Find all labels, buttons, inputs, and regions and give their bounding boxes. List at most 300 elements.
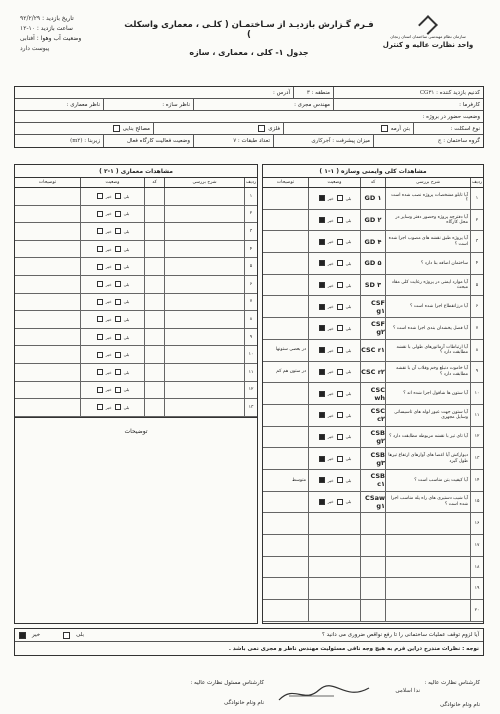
row-code <box>360 535 385 556</box>
general-row-no-checkbox[interactable] <box>319 499 325 505</box>
workshop-activity-label: وضعیت فعالیت کارگاه فعال <box>126 138 190 144</box>
general-row-yes-label: بلی <box>345 239 352 245</box>
general-row-no-label: خیر <box>327 217 334 223</box>
arch-row-yes-checkbox[interactable] <box>115 193 121 199</box>
arch-row-yes-label: بلی <box>123 387 130 393</box>
arch-row-no-checkbox[interactable] <box>97 246 103 252</box>
architecture-section-title: مشاهدات معماری ( ۱-۲ ) <box>15 165 257 178</box>
zone-label: منطقه : <box>311 89 330 96</box>
header-notes: توضیحات <box>276 180 295 185</box>
general-row-no-checkbox[interactable] <box>319 304 325 310</box>
arch-row-description[interactable] <box>164 223 244 240</box>
arch-row-description[interactable] <box>164 399 244 416</box>
row-description: آیا دفترچه پروژه وحضور دفتر وسایر در محل کارگاه <box>385 210 470 231</box>
arch-row-yes-checkbox[interactable] <box>115 316 121 322</box>
row-note[interactable] <box>263 318 308 339</box>
general-row-yes-checkbox[interactable] <box>337 282 343 288</box>
row-status-cell <box>308 535 360 556</box>
general-row-no-label: خیر <box>327 347 334 353</box>
architecture-row <box>15 294 257 312</box>
row-description: آیا کیفیت بتن مناسب است ؟ <box>385 470 470 491</box>
arch-header-notes: توضیحات <box>38 180 57 185</box>
general-row-no-checkbox[interactable] <box>319 282 325 288</box>
arch-row-status-cell <box>80 364 144 381</box>
arch-row-note[interactable] <box>15 223 80 240</box>
row-note[interactable] <box>263 210 308 231</box>
general-row-yes-checkbox[interactable] <box>337 456 343 462</box>
arch-row-no-checkbox[interactable] <box>97 334 103 340</box>
arch-row-number: ۱۲ <box>244 382 257 399</box>
unit-name: واحد نظارت عالیه و کنترل <box>382 41 474 49</box>
stop-yes-checkbox[interactable] <box>63 632 70 639</box>
header-status: وضعیت <box>308 178 360 187</box>
visit-date-value[interactable]: ۹۲/۲/۲۹ <box>20 15 41 22</box>
row-number: ۱۶ <box>470 513 483 534</box>
row-number: ۸ <box>470 340 483 361</box>
zone-value[interactable]: ۳ <box>306 89 310 96</box>
row-number: ۲ <box>470 210 483 231</box>
general-row <box>263 296 483 318</box>
arch-row-number: ۴ <box>244 241 257 258</box>
arch-row-number: ۲ <box>244 206 257 223</box>
arch-row-note[interactable] <box>15 346 80 363</box>
general-row-yes-label: بلی <box>345 477 352 483</box>
row-code: CSB c۱ <box>360 470 385 491</box>
row-note[interactable] <box>263 275 308 296</box>
arch-row-yes-label: بلی <box>123 334 130 340</box>
arch-row-yes-checkbox[interactable] <box>115 299 121 305</box>
general-row-status <box>318 499 352 505</box>
row-status-cell <box>308 275 360 296</box>
row-note[interactable] <box>263 535 308 556</box>
arch-row-status <box>96 334 130 340</box>
general-row <box>263 231 483 253</box>
general-row-status <box>318 239 352 245</box>
row-description: آیا پروژه طبق نقشه های مصوب اجرا شده است ؟ <box>385 231 470 252</box>
row-description: آیا فصل پخشدان بندی اجرا شده است ؟ <box>385 318 470 339</box>
general-row-yes-label: بلی <box>345 391 352 397</box>
arch-row-description[interactable] <box>164 294 244 311</box>
row-status-cell <box>308 448 360 469</box>
progress-value[interactable]: آجرکاری <box>311 138 331 144</box>
arch-row-yes-checkbox[interactable] <box>115 369 121 375</box>
general-row-status <box>318 325 352 331</box>
general-row-yes-checkbox[interactable] <box>337 239 343 245</box>
general-row <box>263 318 483 340</box>
general-row-status <box>318 412 352 418</box>
arch-row-no-label: خیر <box>105 352 112 358</box>
row-note[interactable] <box>263 405 308 426</box>
general-row-yes-checkbox[interactable] <box>337 347 343 353</box>
row-status-cell <box>308 188 360 209</box>
arch-row-status <box>96 404 130 410</box>
general-row-status <box>318 304 352 310</box>
row-description: آیا موارد ایمنی در پروژه رعایت کلی مقاد مبحث <box>385 275 470 296</box>
arch-row-yes-label: بلی <box>123 193 130 199</box>
arch-row-description[interactable] <box>164 382 244 399</box>
row-number: ۱۷ <box>470 535 483 556</box>
handwritten-signature <box>274 682 374 706</box>
arch-row-description[interactable] <box>164 346 244 363</box>
general-row-yes-label: بلی <box>345 260 352 266</box>
row-description: دیوارکش آیا اعضا های آوارهای ارتفاع تیرها طول گیرد <box>385 448 470 469</box>
general-row-no-label: خیر <box>327 477 334 483</box>
general-row-yes-checkbox[interactable] <box>337 260 343 266</box>
architecture-row <box>15 276 257 294</box>
row-number: ۷ <box>470 318 483 339</box>
general-row-no-checkbox[interactable] <box>319 369 325 375</box>
arch-row-code <box>144 206 164 223</box>
row-note[interactable]: متوسط <box>291 477 306 483</box>
arch-row-status-cell <box>80 346 144 363</box>
general-row-no-checkbox[interactable] <box>319 195 325 201</box>
row-description <box>385 557 470 578</box>
workshop-status-label: وضعیت حضور در بروژه : <box>422 113 480 120</box>
arch-row-status-cell <box>80 241 144 258</box>
row-status-cell <box>308 600 360 621</box>
arch-row-no-label: خیر <box>105 193 112 199</box>
arch-row-no-checkbox[interactable] <box>97 299 103 305</box>
arch-row-code <box>144 258 164 275</box>
arch-row-status-cell <box>80 276 144 293</box>
general-row-yes-label: بلی <box>345 304 352 310</box>
form-header <box>14 6 484 84</box>
observation-tables <box>14 164 484 624</box>
area-value[interactable]: (m۲) <box>70 138 83 144</box>
arch-row-yes-checkbox[interactable] <box>115 404 121 410</box>
general-row-status <box>318 434 352 440</box>
arch-row-code <box>144 311 164 328</box>
arch-row-no-label: خیر <box>105 316 112 322</box>
arch-row-yes-label: بلی <box>123 299 130 305</box>
row-note[interactable] <box>263 231 308 252</box>
arch-row-code <box>144 188 164 205</box>
general-row-no-label: خیر <box>327 260 334 266</box>
arch-row-note[interactable] <box>15 276 80 293</box>
general-row <box>263 340 483 362</box>
signer-left-name-sign: نام ونام خانوادگی <box>223 700 264 706</box>
arch-row-description[interactable] <box>164 258 244 275</box>
architecture-row <box>15 206 257 224</box>
arch-row-note[interactable] <box>15 294 80 311</box>
header-row-num: ردیف <box>471 180 483 185</box>
general-row-no-label: خیر <box>327 304 334 310</box>
floors-value[interactable]: ۷ <box>233 138 237 144</box>
row-status-cell <box>308 210 360 231</box>
general-row-yes-checkbox[interactable] <box>337 434 343 440</box>
arch-row-code <box>144 364 164 381</box>
arch-row-status-cell <box>80 258 144 275</box>
row-note[interactable] <box>263 492 308 513</box>
row-number: ۱۵ <box>470 492 483 513</box>
general-column-headers <box>263 178 483 188</box>
general-row-yes-checkbox[interactable] <box>337 391 343 397</box>
general-row-yes-label: بلی <box>345 217 352 223</box>
general-row-no-checkbox[interactable] <box>319 239 325 245</box>
arch-row-code <box>144 346 164 363</box>
arch-row-description[interactable] <box>164 241 244 258</box>
general-row-status <box>318 195 352 201</box>
stop-no-checkbox[interactable] <box>19 632 26 639</box>
row-status-cell <box>308 253 360 274</box>
form-title: فـرم گـزارش بازدیـد از سـاختمـان ( کلـی ، معماری واسکلت ) <box>124 20 374 40</box>
general-row <box>263 405 483 427</box>
arch-row-number: ۶ <box>244 276 257 293</box>
arch-row-yes-checkbox[interactable] <box>115 334 121 340</box>
row-description <box>385 535 470 556</box>
general-row-no-checkbox[interactable] <box>319 217 325 223</box>
architecture-row <box>15 399 257 417</box>
arch-row-code <box>144 382 164 399</box>
general-row <box>263 513 483 535</box>
arch-row-no-checkbox[interactable] <box>97 316 103 322</box>
arch-row-note[interactable] <box>15 258 80 275</box>
arch-row-status <box>96 387 130 393</box>
row-note[interactable] <box>263 296 308 317</box>
row-number: ۶ <box>470 296 483 317</box>
row-note[interactable] <box>263 383 308 404</box>
arch-row-yes-label: بلی <box>123 246 130 252</box>
arch-row-description[interactable] <box>164 329 244 346</box>
row-note[interactable] <box>263 427 308 448</box>
arch-row-note[interactable] <box>15 399 80 416</box>
general-row-no-label: خیر <box>327 434 334 440</box>
arch-row-no-checkbox[interactable] <box>97 193 103 199</box>
arch-row-number: ۱۰ <box>244 346 257 363</box>
general-row-yes-label: بلی <box>345 456 352 462</box>
arch-row-yes-checkbox[interactable] <box>115 352 121 358</box>
skeleton-concrete-checkbox[interactable] <box>381 125 388 132</box>
org-logo <box>376 14 480 74</box>
arch-row-yes-checkbox[interactable] <box>115 246 121 252</box>
building-group-value[interactable]: ج <box>437 138 442 144</box>
arch-row-no-checkbox[interactable] <box>97 369 103 375</box>
general-row-status <box>318 477 352 483</box>
arch-row-status-cell <box>80 294 144 311</box>
arch-row-code <box>144 399 164 416</box>
row-number: ۱۱ <box>470 405 483 426</box>
weather-value[interactable]: آفتابی <box>20 35 35 42</box>
arch-row-no-checkbox[interactable] <box>97 211 103 217</box>
general-row-no-checkbox[interactable] <box>319 391 325 397</box>
arch-row-number: ۸ <box>244 311 257 328</box>
row-number: ۱۹ <box>470 578 483 599</box>
general-row-no-checkbox[interactable] <box>319 260 325 266</box>
row-status-cell <box>308 405 360 426</box>
arch-row-note[interactable] <box>15 188 80 205</box>
arch-row-note[interactable] <box>15 364 80 381</box>
general-row-no-label: خیر <box>327 456 334 462</box>
address-label: آدرس : <box>273 89 290 96</box>
general-row-yes-checkbox[interactable] <box>337 412 343 418</box>
general-row-yes-checkbox[interactable] <box>337 195 343 201</box>
arch-row-yes-label: بلی <box>123 369 130 375</box>
arch-row-code <box>144 241 164 258</box>
arch-row-status-cell <box>80 382 144 399</box>
arch-row-note[interactable] <box>15 311 80 328</box>
arch-row-description[interactable] <box>164 188 244 205</box>
general-row-yes-label: بلی <box>345 282 352 288</box>
row-description <box>385 600 470 621</box>
arch-row-note[interactable] <box>15 329 80 346</box>
general-row <box>263 188 483 210</box>
arch-row-no-checkbox[interactable] <box>97 404 103 410</box>
row-note[interactable] <box>263 557 308 578</box>
general-row-yes-checkbox[interactable] <box>337 499 343 505</box>
arch-row-note[interactable] <box>15 206 80 223</box>
general-row <box>263 535 483 557</box>
row-number: ۱۴ <box>470 470 483 491</box>
skeleton-option-masonry: مصالح بنایی <box>122 125 150 132</box>
visit-time-value[interactable]: ۱۰-۱۲ <box>20 25 35 32</box>
civil-engineer-label: مهندس مجری : <box>294 101 330 108</box>
visitor-code-value[interactable]: CG۳۱ <box>419 89 435 96</box>
arch-row-no-checkbox[interactable] <box>97 281 103 287</box>
building-group-label: گروه ساختمان : <box>443 138 480 144</box>
arch-row-code <box>144 276 164 293</box>
general-row-no-checkbox[interactable] <box>319 477 325 483</box>
general-row <box>263 383 483 405</box>
arch-row-status <box>96 246 130 252</box>
arch-row-yes-checkbox[interactable] <box>115 211 121 217</box>
arch-row-status <box>96 193 130 199</box>
row-status-cell <box>308 513 360 534</box>
arch-row-description[interactable] <box>164 311 244 328</box>
arch-row-no-label: خیر <box>105 404 112 410</box>
skeleton-masonry-checkbox[interactable] <box>113 125 120 132</box>
general-row-no-checkbox[interactable] <box>319 434 325 440</box>
arch-row-no-checkbox[interactable] <box>97 264 103 270</box>
architecture-row <box>15 346 257 364</box>
row-description: آیا شیب دستیری های راه پله مناسب اجرا شده است ؟ <box>385 492 470 513</box>
row-number: ۱۸ <box>470 557 483 578</box>
arch-row-number: ۱۱ <box>244 364 257 381</box>
arch-row-yes-checkbox[interactable] <box>115 228 121 234</box>
architecture-row <box>15 188 257 206</box>
general-row-no-checkbox[interactable] <box>319 456 325 462</box>
row-code: CSC r۱ <box>360 340 385 361</box>
arch-row-description[interactable] <box>164 364 244 381</box>
row-code: GD ۲ <box>360 210 385 231</box>
row-status-cell <box>308 427 360 448</box>
stop-question: آیا لزوم توقف عملیات ساختمانی را تا رفع نواقص ضروری می دانید ؟ <box>322 632 479 638</box>
general-row-status <box>318 347 352 353</box>
general-row-yes-checkbox[interactable] <box>337 217 343 223</box>
row-description: آیا ارتباطات آرماتورهای طولی با نقشه مطابقت دارد ؟ <box>385 340 470 361</box>
general-row-no-label: خیر <box>327 391 334 397</box>
row-note[interactable]: در ستون هم کم <box>276 369 306 375</box>
row-number: ۱۰ <box>470 383 483 404</box>
row-code: CSF g۲ <box>360 318 385 339</box>
general-section-title: مشاهدات کلی وایمنی وسازه ( ۱-۱ ) <box>263 165 483 178</box>
arch-row-yes-label: بلی <box>123 211 130 217</box>
arch-row-no-checkbox[interactable] <box>97 387 103 393</box>
row-note[interactable] <box>263 253 308 274</box>
arch-row-yes-label: بلی <box>123 228 130 234</box>
arch-row-yes-checkbox[interactable] <box>115 264 121 270</box>
general-row-no-checkbox[interactable] <box>319 325 325 331</box>
general-row-no-checkbox[interactable] <box>319 412 325 418</box>
row-description <box>385 578 470 599</box>
arch-row-description[interactable] <box>164 276 244 293</box>
arch-row-number: ۷ <box>244 294 257 311</box>
row-note[interactable] <box>263 600 308 621</box>
general-row-status <box>318 260 352 266</box>
row-status-cell <box>308 231 360 252</box>
architecture-notes-box[interactable] <box>15 417 257 624</box>
signer-right-name-sign: نام ونام خانوادگی <box>439 702 480 708</box>
liability-note: نوجه : نظرات مندرج دراین فرم به هیچ وجه نافی مسئولیت مهندس ناظر و مجری نمی باشد . <box>228 645 479 652</box>
general-row <box>263 557 483 579</box>
row-code: CSF g۱ <box>360 296 385 317</box>
arch-row-no-label: خیر <box>105 246 112 252</box>
arch-header-desc: شرح بررسی <box>164 178 244 187</box>
arch-row-description[interactable] <box>164 206 244 223</box>
general-row-yes-checkbox[interactable] <box>337 477 343 483</box>
visit-meta <box>20 14 124 54</box>
general-row-yes-label: بلی <box>345 325 352 331</box>
row-note[interactable] <box>263 513 308 534</box>
architecture-supervisor-label: ناظر معماری : <box>66 101 100 108</box>
arch-row-yes-checkbox[interactable] <box>115 387 121 393</box>
arch-row-note[interactable] <box>15 382 80 399</box>
general-row-yes-checkbox[interactable] <box>337 369 343 375</box>
general-row-no-label: خیر <box>327 369 334 375</box>
arch-row-note[interactable] <box>15 241 80 258</box>
arch-row-no-checkbox[interactable] <box>97 228 103 234</box>
row-note[interactable]: در بعضی ستونها <box>275 347 306 353</box>
arch-row-code <box>144 294 164 311</box>
row-code: CSaw g۱ <box>360 492 385 513</box>
arch-row-status <box>96 228 130 234</box>
form-subtitle: جدول ۱- کلی ، معماری ، سازه <box>189 48 309 57</box>
row-note[interactable] <box>263 578 308 599</box>
arch-row-status-cell <box>80 223 144 240</box>
inspection-form <box>14 6 484 706</box>
row-description: آیا درزانقطاع اجرا شده است ؟ <box>385 296 470 317</box>
general-row-yes-label: بلی <box>345 195 352 201</box>
general-row-no-label: خیر <box>327 325 334 331</box>
progress-label: میزان پیشرفت : <box>332 138 370 144</box>
arch-row-yes-checkbox[interactable] <box>115 281 121 287</box>
structure-supervisor-label: ناظر سازه : <box>162 101 190 108</box>
stop-yes-label: بلی <box>76 632 85 638</box>
skeleton-steel-checkbox[interactable] <box>258 125 265 132</box>
row-number: ۱۳ <box>470 448 483 469</box>
arch-row-status <box>96 264 130 270</box>
arch-row-yes-label: بلی <box>123 404 130 410</box>
general-row-yes-label: بلی <box>345 434 352 440</box>
row-note[interactable] <box>263 448 308 469</box>
arch-row-no-checkbox[interactable] <box>97 352 103 358</box>
arch-row-number: ۱ <box>244 188 257 205</box>
row-number: ۹ <box>470 362 483 383</box>
arch-row-status-cell <box>80 329 144 346</box>
arch-row-status <box>96 299 130 305</box>
architecture-row <box>15 382 257 400</box>
general-row-no-label: خیر <box>327 282 334 288</box>
building-logo-icon <box>418 15 438 35</box>
row-note[interactable] <box>263 188 308 209</box>
arch-row-yes-label: بلی <box>123 281 130 287</box>
row-code <box>360 557 385 578</box>
general-row-yes-checkbox[interactable] <box>337 325 343 331</box>
general-row-yes-checkbox[interactable] <box>337 304 343 310</box>
arch-row-status <box>96 281 130 287</box>
row-status-cell <box>308 340 360 361</box>
general-row-yes-label: بلی <box>345 347 352 353</box>
general-row-no-checkbox[interactable] <box>319 347 325 353</box>
